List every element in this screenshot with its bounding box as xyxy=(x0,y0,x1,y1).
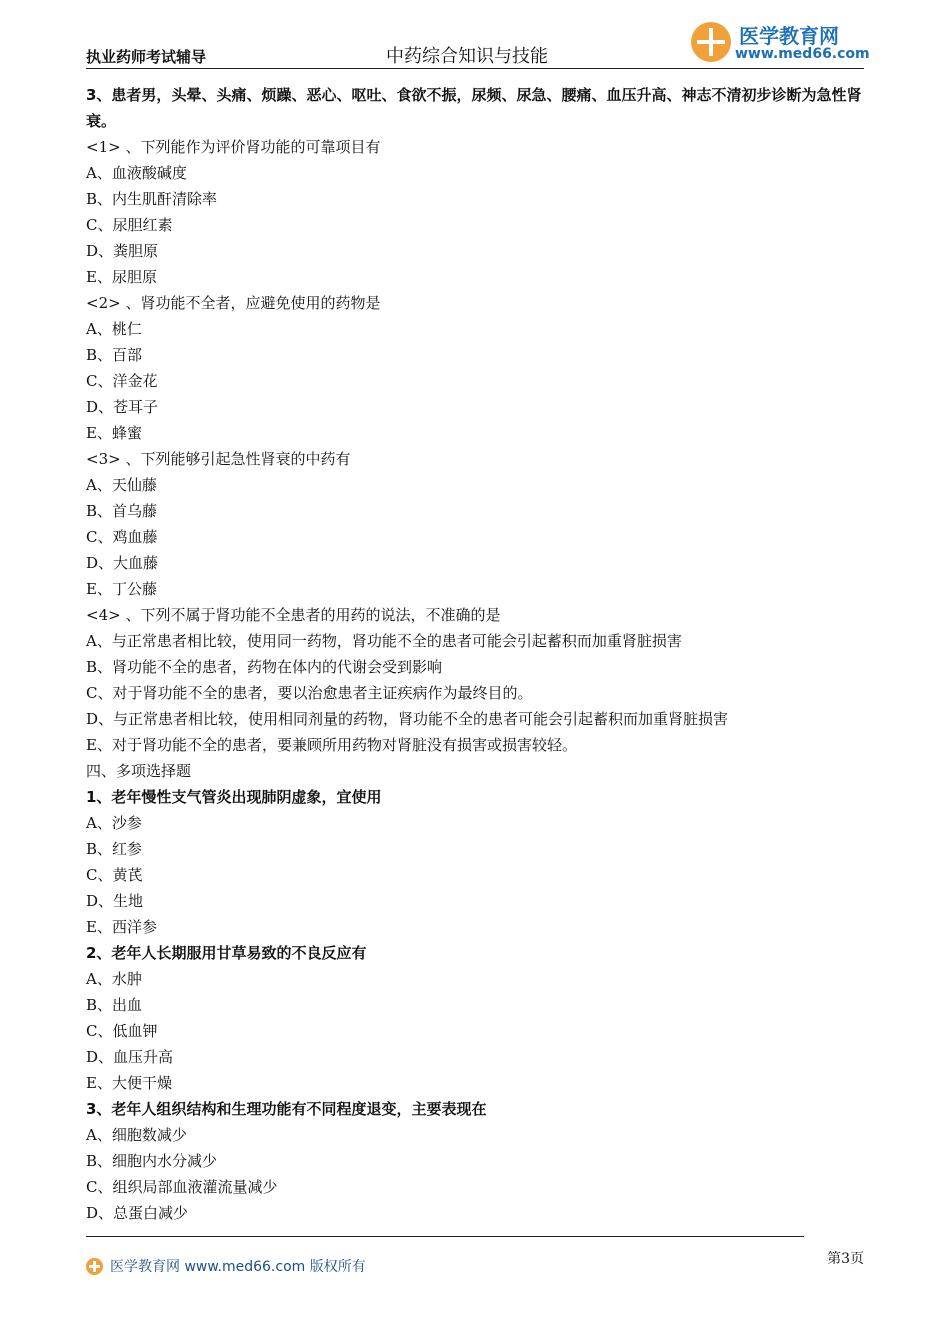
logo-url: www.med66.com xyxy=(735,46,870,62)
text-line: <3> 、下列能够引起急性肾衰的中药有 xyxy=(86,450,351,468)
text-line: <4> 、下列不属于肾功能不全患者的用药的说法，不准确的是 xyxy=(86,606,501,624)
text-line: C、低血钾 xyxy=(86,1022,158,1040)
text-line: A、沙参 xyxy=(86,814,142,832)
text-line: E、丁公藤 xyxy=(86,580,157,598)
text-line: C、对于肾功能不全的患者，要以治愈患者主证疾病作为最终目的。 xyxy=(86,684,533,702)
question-stem: 3、老年人组织结构和生理功能有不同程度退变，主要表现在 xyxy=(86,1100,487,1118)
header-subject-title: 中药综合知识与技能 xyxy=(386,46,548,67)
footer-copyright: 医学教育网 www.med66.com 版权所有 xyxy=(110,1259,366,1275)
question-stem: 2、老年人长期服用甘草易致的不良反应有 xyxy=(86,944,367,962)
text-line: B、内生肌酐清除率 xyxy=(86,190,218,208)
text-line: B、肾功能不全的患者，药物在体内的代谢会受到影响 xyxy=(86,658,443,676)
text-line: E、大便干燥 xyxy=(86,1074,172,1092)
text-line: E、蜂蜜 xyxy=(86,424,142,442)
page-header xyxy=(86,18,870,69)
question-content xyxy=(86,82,868,1226)
text-line: <2> 、肾功能不全者，应避免使用的药物是 xyxy=(86,294,381,312)
logo-name: 医学教育网 xyxy=(739,24,839,48)
text-line: C、洋金花 xyxy=(86,372,158,390)
text-line: A、与正常患者相比较，使用同一药物，肾功能不全的患者可能会引起蓄积而加重肾脏损害 xyxy=(86,632,682,650)
header-series-title: 执业药师考试辅导 xyxy=(86,48,207,66)
text-line: E、尿胆原 xyxy=(86,268,157,286)
text-line: B、百部 xyxy=(86,346,143,364)
text-line: D、苍耳子 xyxy=(86,398,159,416)
text-line: A、桃仁 xyxy=(86,320,142,338)
text-line: D、粪胆原 xyxy=(86,242,159,260)
text-line: A、血液酸碱度 xyxy=(86,164,187,182)
question-stem: 3、患者男，头晕、头痛、烦躁、恶心、呕吐、食欲不振，尿频、尿急、腰痛、血压升高、神志不清初步诊断为急性肾衰。 xyxy=(86,86,862,130)
text-line: A、天仙藤 xyxy=(86,476,157,494)
text-line: B、出血 xyxy=(86,996,143,1014)
text-line: B、红参 xyxy=(86,840,143,858)
footer-logo-icon xyxy=(86,1258,103,1275)
text-line: C、尿胆红素 xyxy=(86,216,173,234)
text-line: D、生地 xyxy=(86,892,144,910)
footer-divider xyxy=(86,1236,804,1237)
text-line: E、对于肾功能不全的患者，要兼顾所用药物对肾脏没有损害或损害较轻。 xyxy=(86,736,577,754)
text-line: D、大血藤 xyxy=(86,554,159,572)
text-line: C、黄芪 xyxy=(86,866,143,884)
brand-logo xyxy=(689,18,870,66)
text-line: B、细胞内水分减少 xyxy=(86,1152,218,1170)
text-line: B、首乌藤 xyxy=(86,502,158,520)
text-line: C、组织局部血液灌流量减少 xyxy=(86,1178,278,1196)
text-line: 四、多项选择题 xyxy=(86,762,192,780)
text-line: A、细胞数减少 xyxy=(86,1126,187,1144)
text-line: <1> 、下列能作为评价肾功能的可靠项目有 xyxy=(86,138,381,156)
text-line: D、总蛋白减少 xyxy=(86,1204,189,1222)
text-line: E、西洋参 xyxy=(86,918,157,936)
med-cross-icon xyxy=(691,22,731,62)
text-line: A、水肿 xyxy=(86,970,142,988)
text-line: D、血压升高 xyxy=(86,1048,174,1066)
text-line: D、与正常患者相比较，使用相同剂量的药物，肾功能不全的患者可能会引起蓄积而加重肾脏损害 xyxy=(86,710,729,728)
page-number: 第3页 xyxy=(827,1251,864,1267)
question-stem: 1、老年慢性支气管炎出现肺阴虚象，宜使用 xyxy=(86,788,382,806)
text-line: C、鸡血藤 xyxy=(86,528,158,546)
